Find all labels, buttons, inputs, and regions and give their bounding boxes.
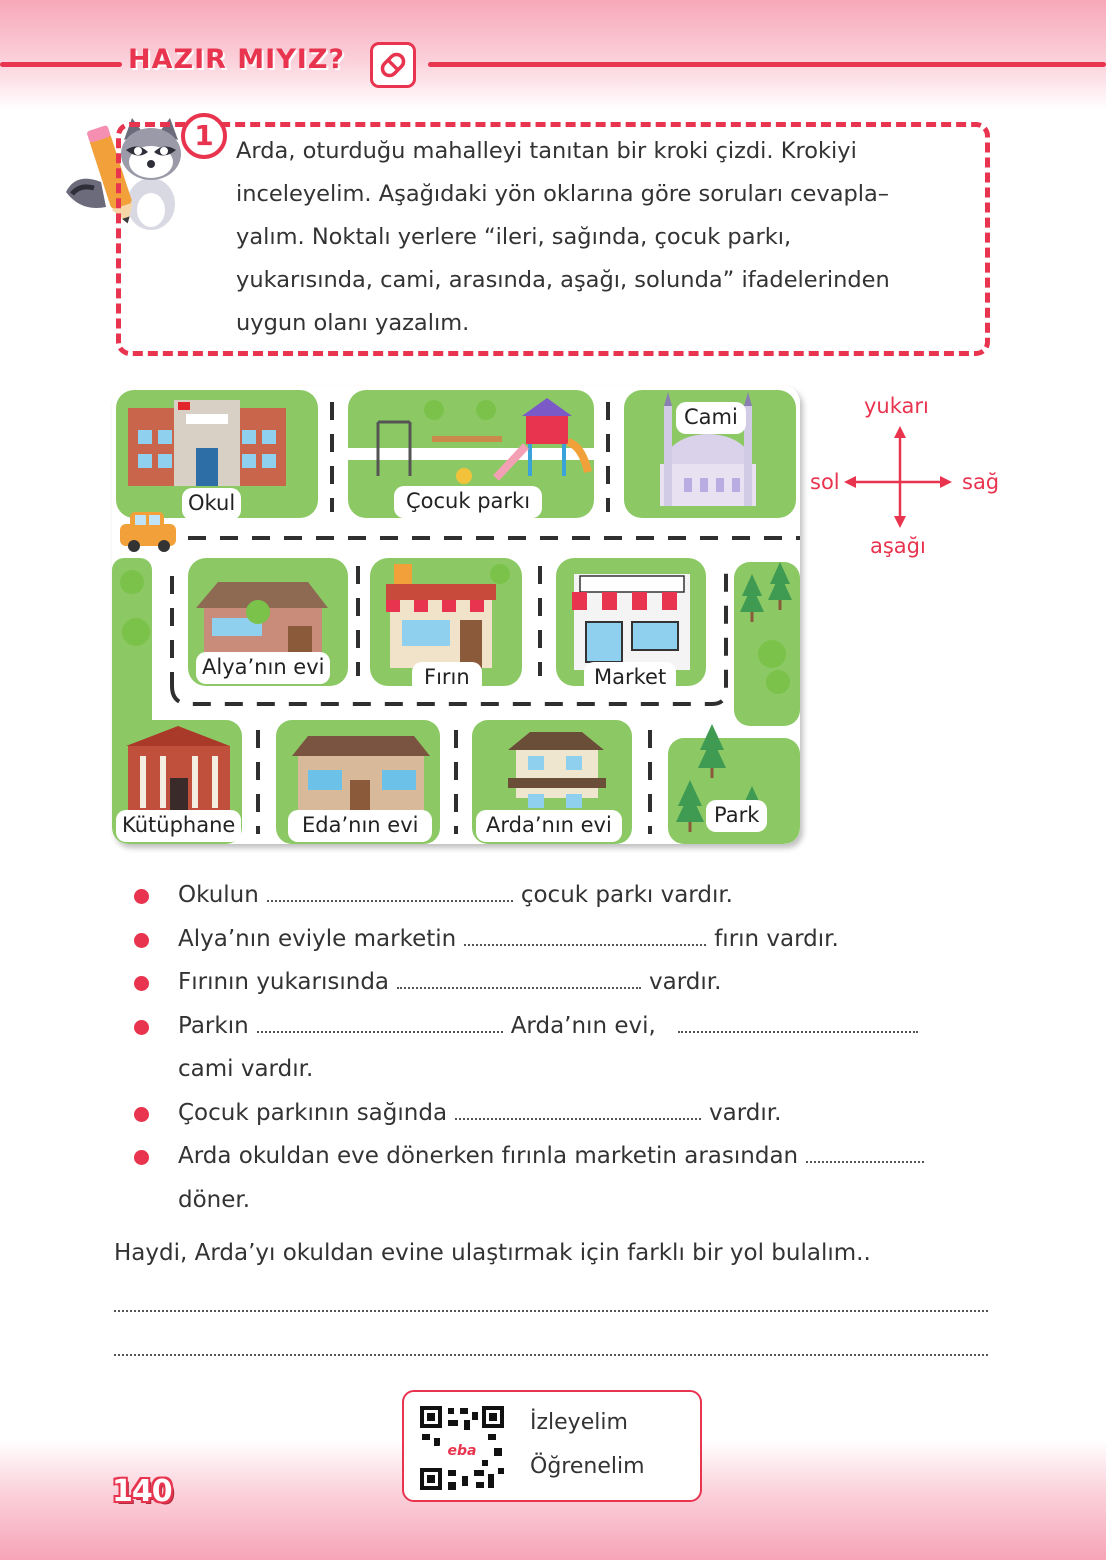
answer-blank[interactable] xyxy=(806,1143,924,1163)
map-label-arda-house: Arda’nın evi xyxy=(476,810,622,842)
task-line: yalım. Noktalı yerlere “ileri, sağında, çocuk parkı, xyxy=(236,224,792,250)
question-item xyxy=(130,918,990,962)
question-item xyxy=(130,1092,990,1136)
task-line: inceleyelim. Aşağıdaki yön oklarına göre soruları cevapla– xyxy=(236,181,890,207)
task-line: yukarısında, cami, arasında, aşağı, solunda” ifadelerinden xyxy=(236,267,890,293)
bullet-icon xyxy=(134,976,149,991)
answer-blank[interactable] xyxy=(267,882,513,902)
question-text: çocuk parkı vardır. xyxy=(520,882,733,908)
direction-compass xyxy=(806,392,1006,572)
question-item xyxy=(130,1135,990,1222)
qr-label-watch: İzleyelim xyxy=(530,1410,628,1435)
question-text: fırın vardır. xyxy=(714,925,839,952)
question-text: vardır. xyxy=(709,1099,782,1126)
question-text: Okulun xyxy=(178,882,259,908)
task-line: Arda, oturduğu mahalleyi tanıtan bir kroki çizdi. Krokiyi xyxy=(236,138,857,164)
answer-blank[interactable] xyxy=(257,1013,503,1033)
map-label-market: Market xyxy=(584,662,676,694)
question-text: vardır. xyxy=(649,969,722,995)
bullet-icon xyxy=(134,1020,149,1035)
qr-label-learn: Öğrenelim xyxy=(530,1454,645,1479)
map-label-alya-house: Alya’nın evi xyxy=(196,652,330,684)
question-text: cami vardır. xyxy=(178,1056,314,1082)
question-text: Arda’nın evi, xyxy=(510,1012,656,1039)
question-list xyxy=(130,874,990,1222)
closing-question: Haydi, Arda’yı okuldan evine ulaştırmak için farklı bir yol bulalım.. xyxy=(114,1240,871,1266)
compass-left-label: sol xyxy=(810,470,840,494)
neighborhood-map xyxy=(112,386,800,844)
task-number: 1 xyxy=(181,113,227,159)
question-text: Alya’nın eviyle marketin xyxy=(178,925,457,952)
compass-right-label: sağ xyxy=(962,470,1000,494)
question-text: döner. xyxy=(178,1186,251,1213)
section-title: HAZIR MIYIZ? xyxy=(128,44,346,75)
eba-logo: eba xyxy=(447,1443,477,1459)
bullet-icon xyxy=(134,933,149,948)
answer-line[interactable] xyxy=(114,1354,988,1356)
map-label-park: Park xyxy=(706,800,767,832)
task-line: uygun olanı yazalım. xyxy=(236,310,470,336)
map-illustration xyxy=(112,386,800,844)
map-label-mosque: Cami xyxy=(676,402,746,434)
task-instructions xyxy=(236,130,956,345)
bullet-icon xyxy=(134,889,149,904)
map-label-playground: Çocuk parkı xyxy=(394,486,542,518)
question-item xyxy=(130,961,990,1005)
map-label-eda-house: Eda’nın evi xyxy=(288,810,432,842)
answer-blank[interactable] xyxy=(678,1013,918,1033)
link-icon xyxy=(370,42,416,88)
question-text: Parkın xyxy=(178,1012,249,1039)
map-label-library: Kütüphane xyxy=(116,810,241,842)
question-text: Arda okuldan eve dönerken fırınla marketin arasından xyxy=(178,1143,799,1169)
map-label-school: Okul xyxy=(182,488,241,520)
question-item xyxy=(130,874,990,918)
answer-blank[interactable] xyxy=(455,1100,701,1120)
header-rule-right xyxy=(428,62,1106,67)
header-rule-left xyxy=(0,62,122,67)
bullet-icon xyxy=(134,1107,149,1122)
question-text: Fırının yukarısında xyxy=(178,969,390,995)
qr-video-box[interactable] xyxy=(402,1390,702,1502)
map-label-bakery: Fırın xyxy=(412,662,482,694)
bullet-icon xyxy=(134,1150,149,1165)
question-text: Çocuk parkının sağında xyxy=(178,1099,448,1126)
question-item xyxy=(130,1005,990,1092)
compass-up-label: yukarı xyxy=(864,394,929,418)
page-number: 140 xyxy=(112,1474,172,1509)
answer-blank[interactable] xyxy=(397,969,641,989)
compass-down-label: aşağı xyxy=(870,534,926,558)
answer-blank[interactable] xyxy=(464,926,706,946)
answer-line[interactable] xyxy=(114,1310,988,1312)
qr-code-icon[interactable] xyxy=(418,1404,506,1492)
